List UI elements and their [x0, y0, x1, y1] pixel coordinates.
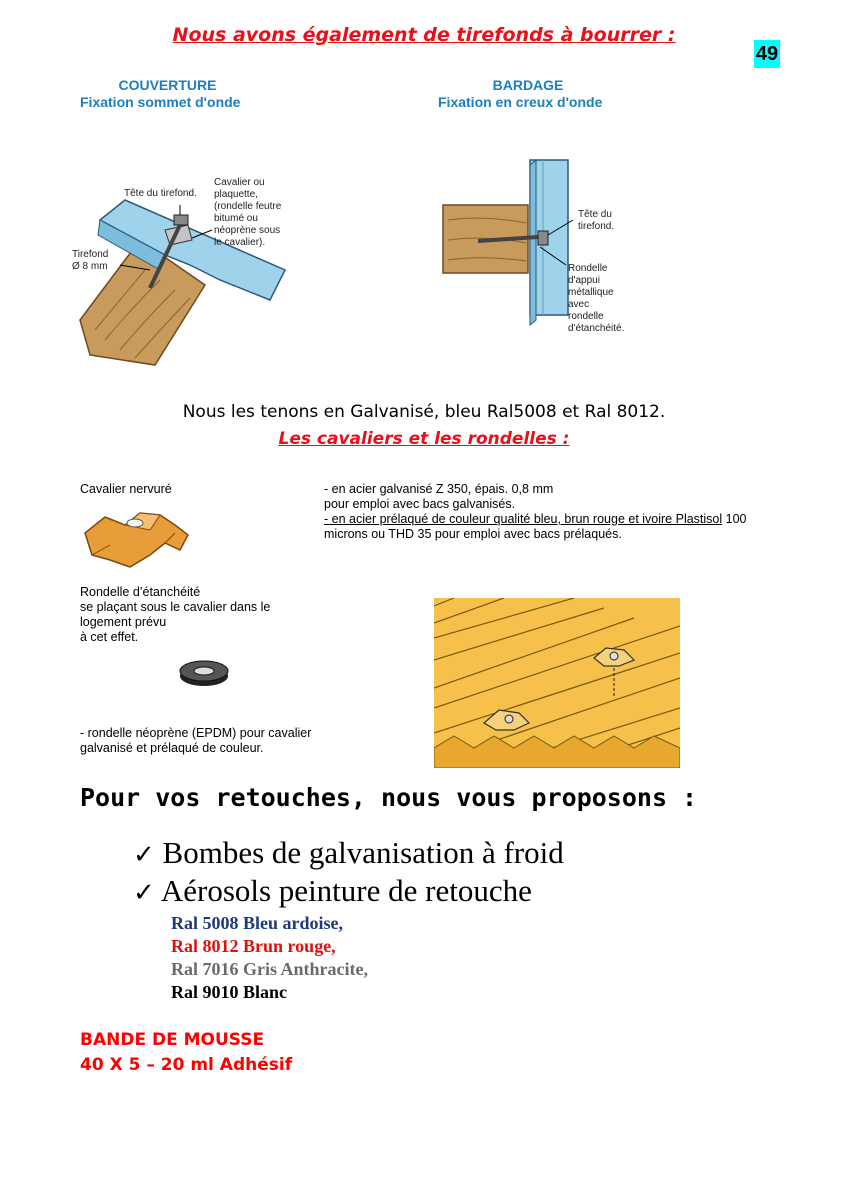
label-line: (rondelle feutre: [214, 201, 282, 212]
desc-line: microns ou THD 35 pour emploi avec bacs prélaqués.: [324, 527, 622, 541]
label-bardage-rondelle: [568, 263, 624, 335]
rondelle-desc-line: galvanisé et prélaqué de couleur.: [80, 741, 264, 755]
label-line: Rondelle: [568, 263, 608, 274]
label-line: Ø 8 mm: [72, 261, 108, 272]
bardage-subtitle: Fixation en creux d'onde: [438, 94, 603, 110]
desc-rest: 100: [722, 512, 747, 526]
retouche-item-label: Aérosols peinture de retouche: [160, 873, 532, 908]
rondelle-desc-line: - rondelle néoprène (EPDM) pour cavalier: [80, 726, 312, 740]
toiture-illustration: [434, 598, 680, 768]
mousse-title: BANDE DE MOUSSE: [80, 1030, 265, 1050]
tenons-text: Nous les tenons en Galvanisé, bleu Ral5008 et Ral 8012.: [182, 402, 666, 422]
label-line: rondelle: [568, 311, 604, 322]
ral-color-item: Ral 9010 Blanc: [171, 982, 288, 1002]
retouches-heading: Pour vos retouches, nous vous proposons :: [80, 783, 698, 812]
retouche-item-label: Bombes de galvanisation à froid: [162, 835, 564, 870]
retouche-item: [133, 835, 564, 871]
label-line: bitumé ou: [214, 213, 258, 224]
label-line: Tirefond: [72, 249, 109, 260]
label-bardage-tete: [578, 209, 614, 233]
bardage-illustration: [438, 155, 578, 345]
page-title: Nous avons également de tirefonds à bourrer :: [172, 24, 676, 46]
rondelle-line: à cet effet.: [80, 630, 139, 644]
cavalier-label: Cavalier nervuré: [80, 482, 172, 496]
rondelle-description: [80, 726, 311, 756]
label-line: avec: [568, 299, 590, 310]
rondelle-line: Rondelle d’étanchéité: [80, 585, 201, 599]
rondelle-line: logement prévu: [80, 615, 167, 629]
check-icon: ✓: [133, 878, 155, 908]
cavalier-image: [80, 505, 195, 575]
label-line: Cavalier ou: [214, 177, 265, 188]
rondelle-text: [80, 585, 270, 645]
label-line: d'étanchéité.: [568, 323, 625, 334]
rondelle-image: [178, 658, 230, 688]
couverture-heading: [80, 77, 255, 111]
couverture-title: COUVERTURE: [118, 77, 217, 93]
retouche-item: [133, 873, 532, 909]
desc-line: - en acier galvanisé Z 350, épais. 0,8 mm: [324, 482, 554, 496]
mousse-spec: 40 X 5 – 20 ml Adhésif: [80, 1055, 293, 1075]
label-cavalier: [214, 177, 281, 249]
check-icon: ✓: [133, 840, 155, 870]
couverture-subtitle: Fixation sommet d'onde: [80, 94, 241, 110]
cavaliers-heading: Les cavaliers et les rondelles :: [278, 429, 570, 449]
label-line: Tête du: [578, 209, 612, 220]
label-line: métallique: [568, 287, 614, 298]
ral-color-item: Ral 8012 Brun rouge,: [171, 936, 336, 956]
label-line: néoprène sous: [214, 225, 281, 236]
label-line: d'appui: [568, 275, 600, 286]
bardage-heading: [438, 77, 618, 111]
label-line: plaquette,: [214, 189, 258, 200]
mousse-block: [80, 1028, 292, 1078]
label-tete-tirefond: Tête du tirefond.: [124, 188, 197, 199]
label-tirefond: [72, 249, 108, 273]
rondelle-line: se plaçant sous le cavalier dans le: [80, 600, 271, 614]
desc-line: [324, 512, 794, 527]
ral-color-item: Ral 7016 Gris Anthracite,: [171, 959, 368, 979]
desc-line: pour emploi avec bacs galvanisés.: [324, 497, 516, 511]
cavalier-description: [324, 482, 794, 542]
desc-underlined: - en acier prélaqué de couleur qualité bleu, brun rouge et ivoire Plastisol: [324, 512, 723, 526]
label-line: le cavalier).: [214, 237, 266, 248]
ral-color-item: Ral 5008 Bleu ardoise,: [171, 913, 344, 933]
ral-colors-list: [171, 912, 368, 1004]
page-number-badge: 49: [754, 40, 780, 68]
bardage-title: BARDAGE: [492, 77, 564, 93]
label-line: tirefond.: [578, 221, 615, 232]
